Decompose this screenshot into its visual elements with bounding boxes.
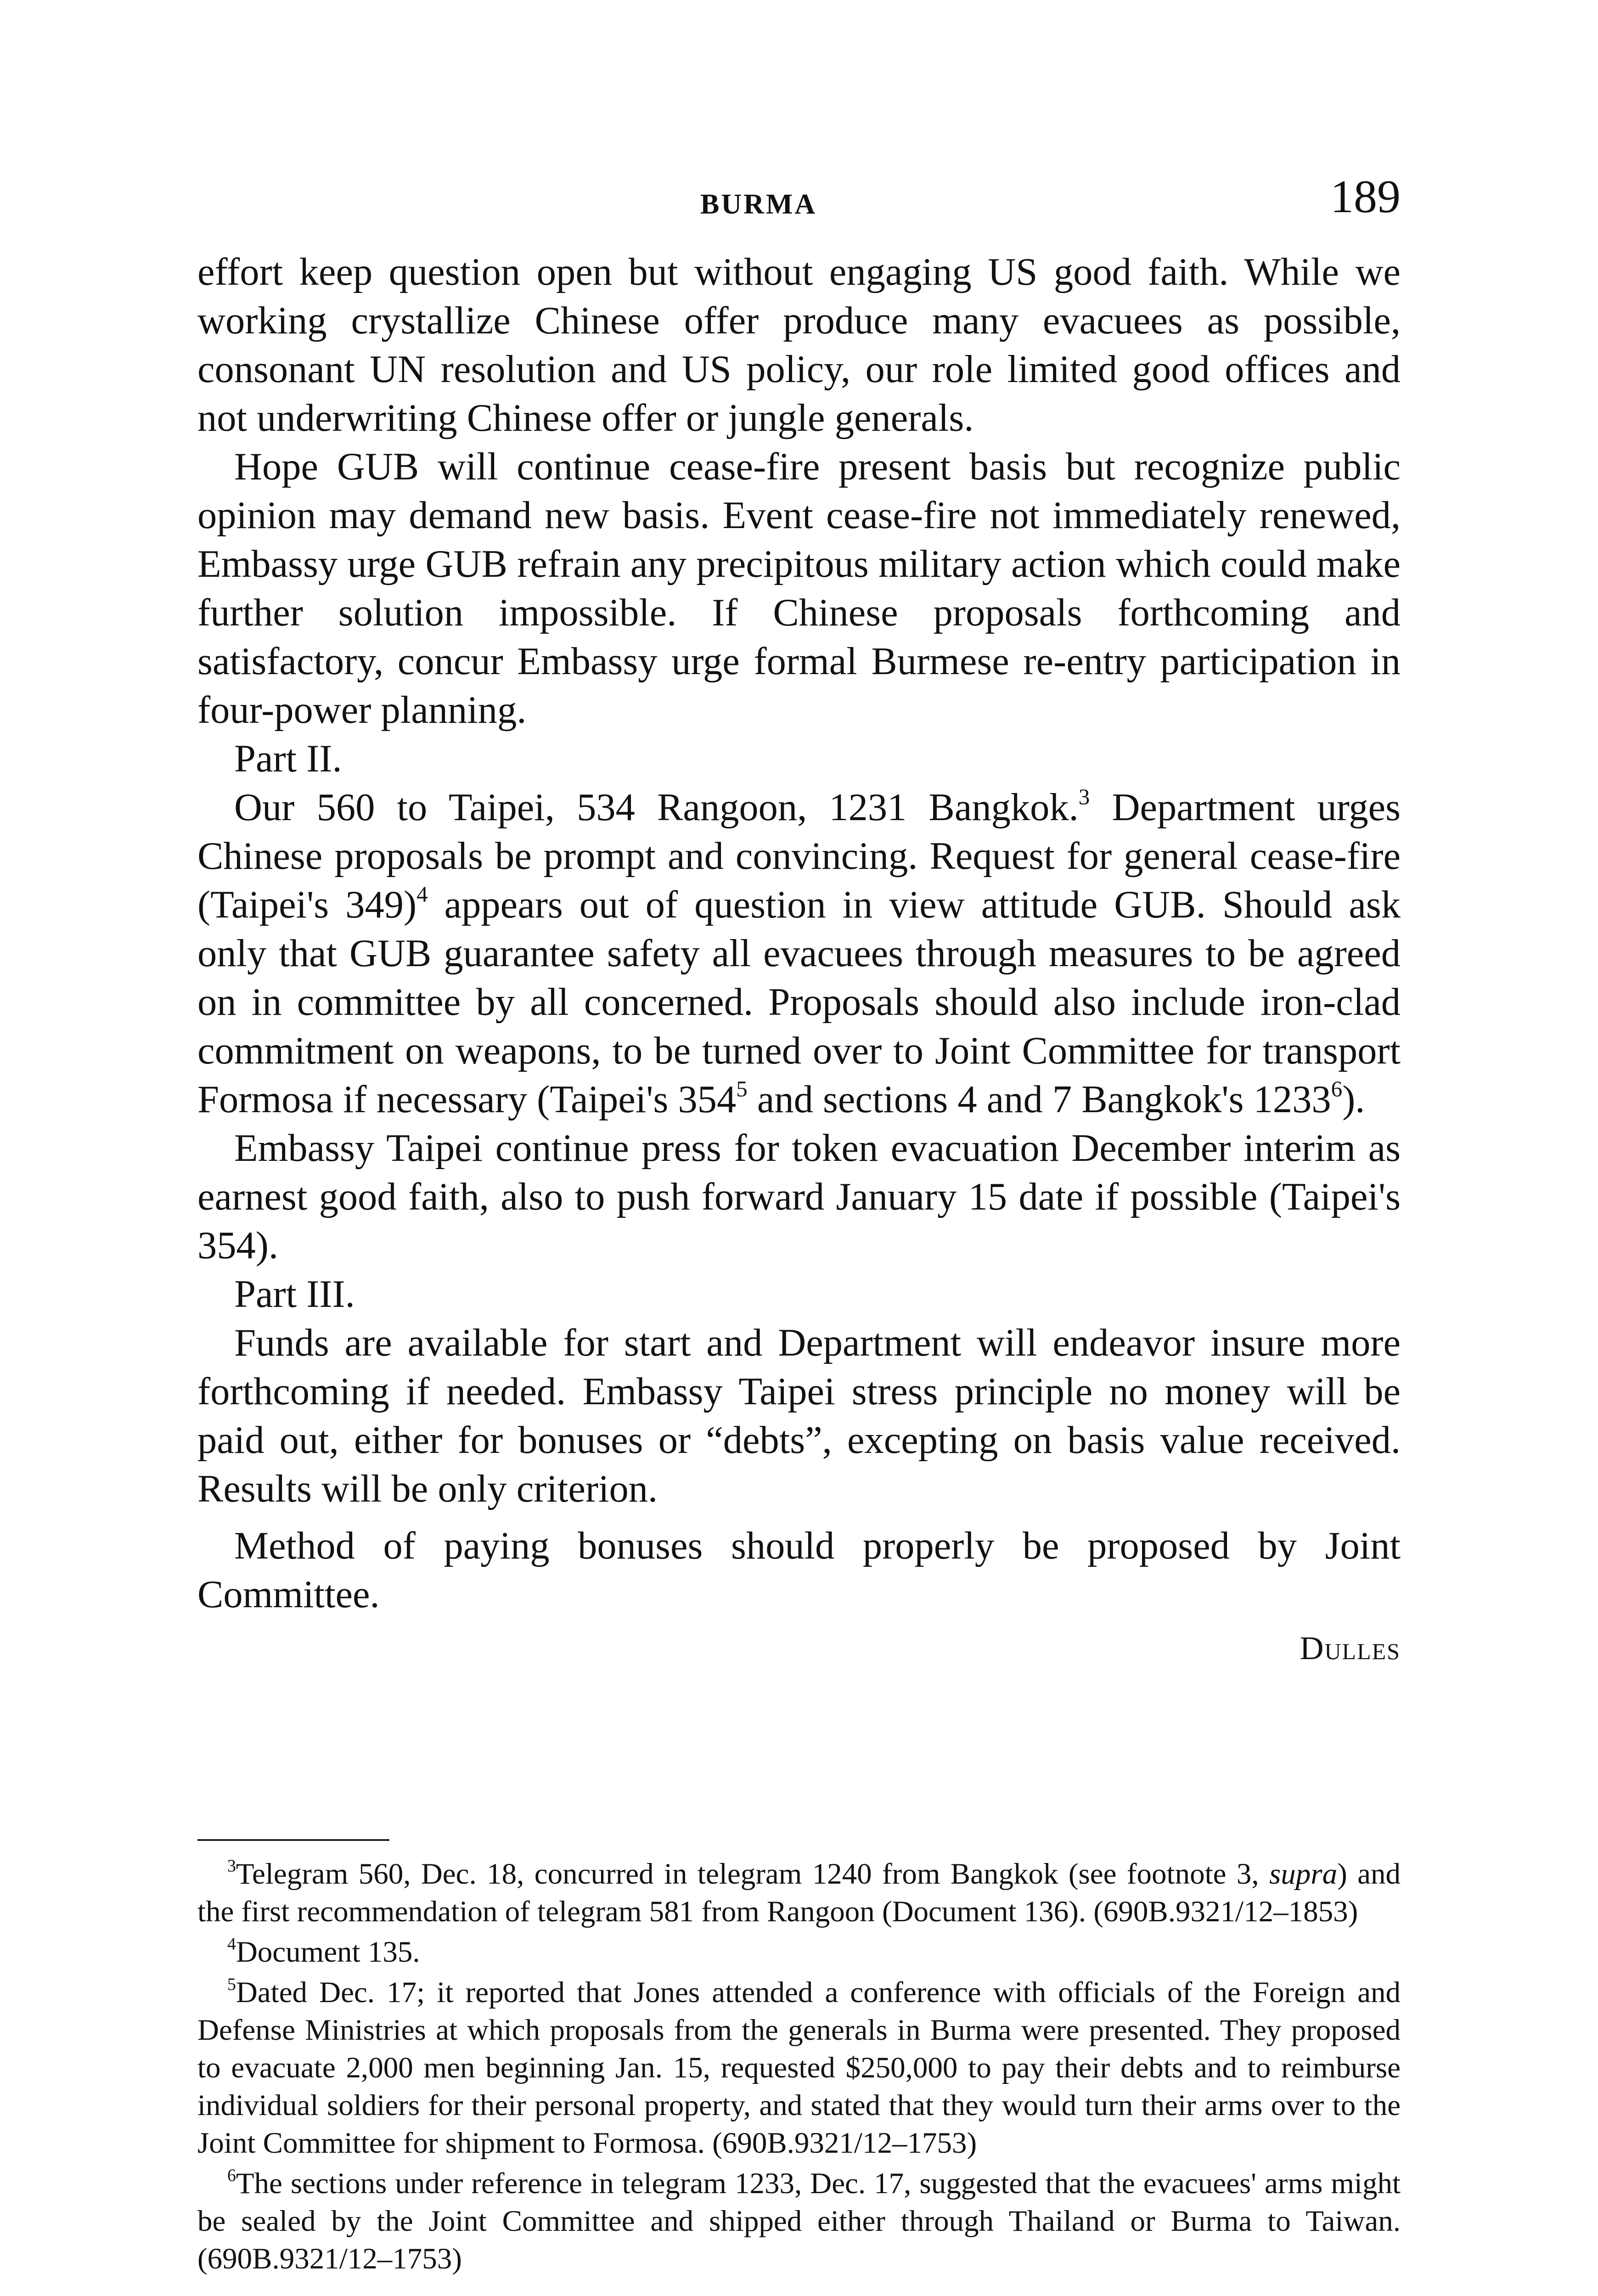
footnote-text: The sections under reference in telegram 1233, Dec. 17, suggested that the evacuees' arms might be sealed by the Joint Committee and shipped either through Thailand or Burma to Taiwan. (690B.9321/12–1753) — [197, 2167, 1401, 2275]
footnote-3 — [197, 1855, 1401, 1930]
footnote-text: Telegram 560, Dec. 18, concurred in telegram 1240 from Bangkok (see footnote 3, — [236, 1857, 1270, 1891]
paragraph-text: Our 560 to Taipei, 534 Rangoon, 1231 Bangkok. — [234, 786, 1079, 829]
footnote-marker: 6 — [227, 2166, 236, 2185]
body-text — [197, 248, 1401, 1672]
footnote-divider — [197, 1839, 389, 1841]
page-header — [197, 170, 1401, 239]
footnote-reference-6: 6 — [1331, 1076, 1343, 1102]
paragraph-part-ii — [197, 783, 1401, 1124]
section-heading-part-iii: Part III. — [234, 1273, 355, 1316]
footnote-text-italic: supra — [1269, 1857, 1338, 1891]
paragraph-token-evacuation: Embassy Taipei continue press for token evacuation December interim as earnest good faith, also to push forward January 15 date if possible (Taipei's 354). — [197, 1127, 1401, 1267]
footnote-reference-5: 5 — [736, 1076, 748, 1102]
footnote-marker: 3 — [227, 1856, 236, 1876]
footnote-6 — [197, 2165, 1401, 2278]
footnotes — [197, 1855, 1401, 2280]
footnote-reference-4: 4 — [416, 881, 428, 907]
page-number: 189 — [1330, 171, 1401, 223]
paragraph-funds: Funds are available for start and Department will endeavor insure more forthcoming if needed. Embassy Taipei stress principle no money will be paid out, either for bonuses or “debts”, excepting on basis value received. Results will be only criterion. — [197, 1322, 1401, 1510]
paragraph-text: appears out of question in view attitude GUB. Should ask only that GUB guarantee safety all evacuees through measures to be agreed on in committee by all concerned. Proposals should also include iron-clad commitment on weapons, to be turned over to Joint Committee for transport Formosa if necessary (Taipei's 354 — [197, 884, 1401, 1121]
running-head: BURMA — [700, 189, 817, 220]
signature: Dulles — [1300, 1630, 1401, 1666]
section-heading-part-ii: Part II. — [234, 737, 342, 780]
paragraph-text: and sections 4 and 7 Bangkok's 1233 — [747, 1078, 1331, 1121]
paragraph-text: ). — [1342, 1078, 1365, 1121]
footnote-text: ) and the first recommendation of telegram 581 from Rangoon (Document 136). (690B.9321/12–1853) — [197, 1857, 1401, 1928]
footnote-text: Document 135. — [236, 1936, 420, 1969]
footnote-marker: 5 — [227, 1975, 236, 1994]
paragraph-bonuses: Method of paying bonuses should properly be proposed by Joint Committee. — [197, 1525, 1401, 1616]
footnote-reference-3: 3 — [1078, 784, 1090, 810]
footnote-marker: 4 — [227, 1934, 236, 1954]
paragraph-text: Department urges Chinese proposals be prompt and convincing. Request for general cease-fire (Taipei's 349) — [197, 786, 1401, 926]
footnote-4 — [197, 1933, 1401, 1971]
footnote-text: Dated Dec. 17; it reported that Jones attended a conference with officials of the Foreign and Defense Ministries at which proposals from the generals in Burma were presented. They proposed to evacuate 2,000 men beginning Jan. 15, requested $250,000 to pay their debts and to reimburse individual soldiers for their personal property, and stated that they would turn their arms over to the Joint Committee for shipment to Formosa. (690B.9321/12–1753) — [197, 1976, 1401, 2160]
footnote-5 — [197, 1974, 1401, 2162]
paragraph-cease-fire: Hope GUB will continue cease-fire present basis but recognize public opinion may demand new basis. Event cease-fire not immediately renewed, Embassy urge GUB refrain any precipitous military action which could make further solution impossible. If Chinese proposals forthcoming and satisfactory, concur Embassy urge formal Burmese re-entry participation in four-power planning. — [197, 445, 1401, 732]
paragraph-continued: effort keep question open but without engaging US good faith. While we working crystallize Chinese offer produce many evacuees as possible, consonant UN resolution and US policy, our role limited good offices and not underwriting Chinese offer or jungle generals. — [197, 251, 1401, 439]
